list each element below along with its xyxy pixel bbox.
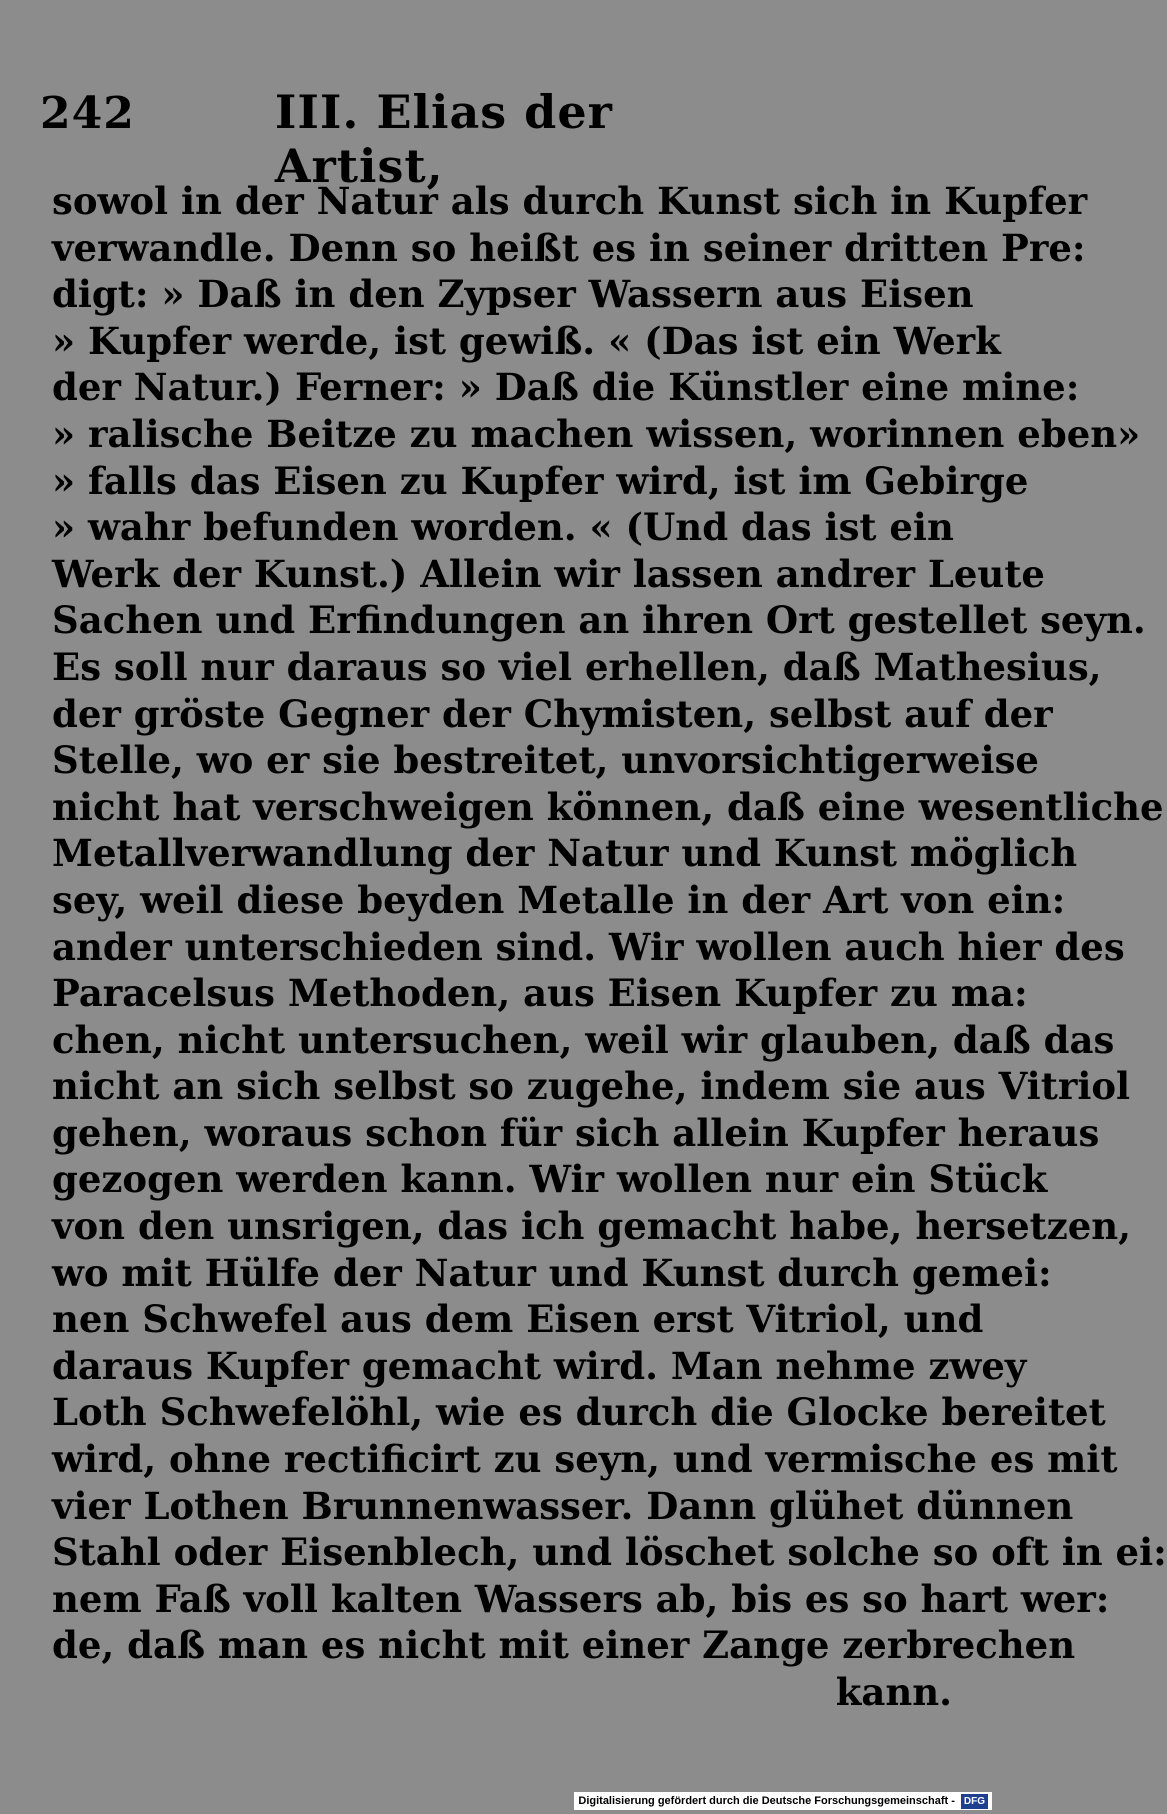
text-line: ander unterschieden sind. Wir wollen auch hier des (52, 924, 1125, 969)
text-line: » Kupfer werde, ist gewiß. « (Das ist ein Werk (52, 318, 1001, 363)
running-head: III. Elias der Artist, (274, 85, 613, 193)
text-line: wo mit Hülfe der Natur und Kunst durch gemei: (52, 1250, 1052, 1295)
text-line: vier Lothen Brunnenwasser. Dann glühet dünnen (52, 1483, 1074, 1528)
text-line: gehen, woraus schon für sich allein Kupfer heraus (52, 1110, 1100, 1155)
text-line: nem Faß voll kalten Wassers ab, bis es so hart wer: (52, 1576, 1110, 1621)
text-line: von den unsrigen, das ich gemacht habe, hersetzen, (52, 1204, 1132, 1249)
text-line: verwandle. Denn so heißt es in seiner dritten Pre: (52, 225, 1086, 270)
text-line: daraus Kupfer gemacht wird. Man nehme zwey (52, 1343, 1027, 1388)
text-line: Es soll nur daraus so viel erhellen, daß Mathesius, (52, 644, 1102, 689)
body-text (52, 178, 1167, 1716)
text-line: nen Schwefel aus dem Eisen erst Vitriol, und (52, 1297, 984, 1342)
page-header (40, 85, 720, 193)
text-line: de, daß man es nicht mit einer Zange zerbrechen (52, 1623, 1076, 1668)
text-line: Stelle, wo er sie bestreitet, unvorsichtigerweise (52, 738, 1039, 783)
text-line: der gröste Gegner der Chymisten, selbst auf der (52, 691, 1053, 736)
text-line: wird, ohne rectificirt zu seyn, und vermische es mit (52, 1437, 1118, 1482)
dfg-logo: DFG (961, 1794, 988, 1809)
text-line: Werk der Kunst.) Allein wir lassen andrer Leute (52, 551, 1045, 596)
text-line: Metallverwandlung der Natur und Kunst möglich (52, 831, 1078, 876)
text-line: Sachen und Erfindungen an ihren Ort gestellet seyn. (52, 598, 1146, 643)
digitization-credit (574, 1792, 992, 1810)
text-line: » ralische Beitze zu machen wissen, worinnen eben» (52, 411, 1141, 456)
text-line: » wahr befunden worden. « (Und das ist ein (52, 505, 954, 550)
text-line: sowol in der Natur als durch Kunst sich in Kupfer (52, 179, 1088, 223)
text-line: digt: » Daß in den Zypser Wassern aus Eisen (52, 272, 974, 317)
text-line: sey, weil diese beyden Metalle in der Art von ein: (52, 877, 1066, 922)
text-line: nicht hat verschweigen können, daß eine wesentliche (52, 784, 1164, 829)
text-line: Stahl oder Eisenblech, und löschet solche so oft in ei: (52, 1530, 1167, 1575)
text-line: gezogen werden kann. Wir wollen nur ein Stück (52, 1157, 1048, 1202)
credit-text: Digitalisierung gefördert durch die Deutsche Forschungsgemeinschaft - (578, 1795, 955, 1807)
text-line: Paracelsus Methoden, aus Eisen Kupfer zu ma: (52, 971, 1028, 1016)
text-line: der Natur.) Ferner: » Daß die Künstler eine mine: (52, 365, 1080, 410)
text-line: chen, nicht untersuchen, weil wir glauben, daß das (52, 1017, 1115, 1062)
page-number: 242 (40, 88, 135, 139)
text-line: nicht an sich selbst so zugehe, indem sie aus Vitriol (52, 1064, 1131, 1109)
catchword-line: kann. (835, 1670, 952, 1714)
text-line: » falls das Eisen zu Kupfer wird, ist im Gebirge (52, 458, 1029, 503)
text-line: Loth Schwefelöhl, wie es durch die Glocke bereitet (52, 1390, 1106, 1435)
